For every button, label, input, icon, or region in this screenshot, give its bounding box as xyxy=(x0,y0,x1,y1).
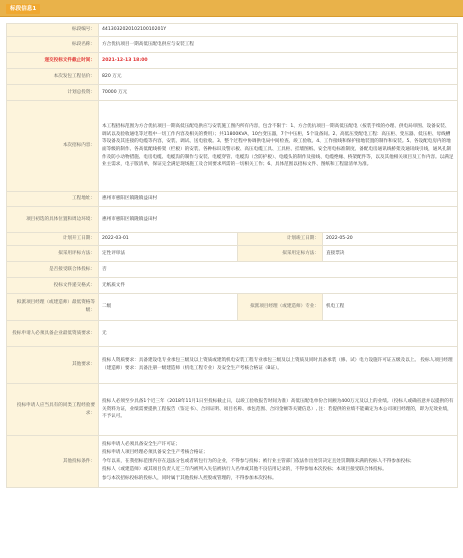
tender-joint-label: 是否接受联合体投标： xyxy=(7,262,99,278)
row-price-limit xyxy=(7,69,458,85)
deadline-label: 递交投标文件截止时间： xyxy=(7,53,99,69)
scope-label: 本次招标内容： xyxy=(7,101,99,192)
section-info-table xyxy=(6,23,458,488)
performance-label: 投标申请人应当具有的同类工程经验要求： xyxy=(7,384,99,436)
section-no-value: 441303202010210010201Y xyxy=(99,24,458,37)
manager-grade-value: 二级 xyxy=(99,294,238,321)
row-location xyxy=(7,192,458,207)
row-total-investment xyxy=(7,85,458,101)
plan-start-value: 2022-03-01 xyxy=(99,233,238,246)
row-other-conditions xyxy=(7,436,458,488)
total-investment-value: 70000 万元 xyxy=(99,85,458,101)
other-conditions-label: 其他投标条件： xyxy=(7,436,99,488)
credit-requirement-label: 投标申请人必须具备企业最低资质要求： xyxy=(7,321,99,347)
row-section-name xyxy=(7,37,458,53)
manager-grade-label: 拟派项目经理（或建造师）最低资格等级： xyxy=(7,294,99,321)
section-name-label: 标段名称： xyxy=(7,37,99,53)
row-tender-joint xyxy=(7,262,458,278)
row-approval-department xyxy=(7,207,458,233)
deadline-value: 2021-12-13 18:00 xyxy=(99,53,458,69)
location-value: 惠州市惠阳区镇隆镇益田村 xyxy=(99,192,458,207)
scope-value: 本工程招标范围为方合优抗项目一期高低压配电供应与安装施工图内所有内容，包含不限于：1、方合优抗项目一期高低压配电（按装手续的办理、供电局审图、设备安装、调试以及验收通电等过程中一切工作内容及相关的费用）；共11800KVA，10台变压器，7个中压柜，5个设备间。2、高低压变配电工程：高压柜、变压器、低压柜、母线槽等设备及其连接的电缆等内容，安装、调试、送电验收。3、整个过程中协调供电局中间检查、竣工验收。4、工作接线和保护接地装置的制作和安装。5、各设配电房内的地面等级的制作、各高低配线桥架（栏板）的安装、各种标识及警示板、高压电缆工具、工具柜、挂墙图纸、安全用电标准制度、备配电房通讯线桥架及通讯线引线，通风孔制作及防小动物措施、电房电缆、电缆沟的制作与安装、电缆穿管、电缆沟（含防护板）、电缆头的制作及接线、电缆绝缘、桥架配件等，以及其他相关项目及工作内容。以满足业主需求，电子版清单，保证完全满足现场施工及合同要求所需的一切相关工作；6、具体范围以招标文件、图纸和工程量清单为准。 xyxy=(99,101,458,192)
plan-start-label: 计划开工日期： xyxy=(7,233,99,246)
row-credit-requirement xyxy=(7,321,458,347)
price-limit-value: 820 万元 xyxy=(99,69,458,85)
plan-end-label: 计划竣工日期： xyxy=(238,233,323,246)
section-tab[interactable]: 标段信息1 xyxy=(6,4,40,14)
total-investment-label: 计划总投资： xyxy=(7,85,99,101)
row-plan-dates xyxy=(7,233,458,246)
bid-method-value: 直接票决 xyxy=(323,246,458,262)
plan-end-value: 2022-05-20 xyxy=(323,233,458,246)
section-header-bar xyxy=(0,0,463,17)
other-conditions-value xyxy=(99,436,458,488)
row-manager xyxy=(7,294,458,321)
manager-major-label: 拟派项目经理（或建造师）专业： xyxy=(238,294,323,321)
bid-method-label: 拟采用定标方法： xyxy=(238,246,323,262)
row-scope xyxy=(7,101,458,192)
row-section-no xyxy=(7,24,458,37)
row-methods xyxy=(7,246,458,262)
evaluation-method-label: 拟采用评标方法： xyxy=(7,246,99,262)
condition-line: 参与本次招标投标的投标人，同时属于其他投标人控股或管理的，不得参加本次投标。 xyxy=(102,475,277,481)
row-deadline xyxy=(7,53,458,69)
approval-department-label: 项目初选的具体位置和周边环境： xyxy=(7,207,99,233)
location-label: 工程地址： xyxy=(7,192,99,207)
performance-value: 投标人必须至少具备1个近三年（2018年11月1日至投标截止日，以竣工验收报告时间为准）高低压配电单份合同额为400万元及以上的业绩。（投标人或确省意并以提供的有关资料为证，业绩需要提供工程报告（鉴定书）、合同证明、项目名称、承包范围、合同金额等关键信息）, 注：若提供的业绩不能确定为本公司项目经理的，即为无效业绩，不予认可。 xyxy=(99,384,458,436)
credit-requirement-value: 无 xyxy=(99,321,458,347)
bid-doc-fee-value: 无纸质文件 xyxy=(99,278,458,294)
section-name-value: 方合优抗项目一期高低压配电供应与安装工程 xyxy=(99,37,458,53)
condition-line: 投标人（或建造师）或其项目负责人近三年内被列入失信被执行人名单或其他不良信用记录的，不得参加本次投标；本项目接受联合体投标。 xyxy=(102,467,387,473)
condition-line: 今年以来，在我招标范围内存在违法分包或者转包行为的企业，不得参与投标；被行业主管部门依法作出处罚决定且处罚期限未满的投标人不得参加投标； xyxy=(102,458,415,464)
manager-major-value: 机电工程 xyxy=(323,294,458,321)
approval-department-value: 惠州市惠阳区镇隆镇益田村 xyxy=(99,207,458,233)
row-bid-doc-fee xyxy=(7,278,458,294)
tender-joint-value: 否 xyxy=(99,262,458,278)
row-other-requirement xyxy=(7,347,458,384)
other-requirement-label: 其他要求： xyxy=(7,347,99,384)
bid-doc-fee-label: 投标文件递交格式： xyxy=(7,278,99,294)
condition-line: 投标申请人项目经理必须具备安全生产考核合格证； xyxy=(102,450,208,456)
price-limit-label: 本次发包工程估价： xyxy=(7,69,99,85)
evaluation-method-value: 定性评审法 xyxy=(99,246,238,262)
other-requirement-value: 投标人资质要求：具备建设电专业承包三级及以上资质或建筑机电安装工程专业承包三级及以上资质及同时具备承装（修、试）电力设施许可证五级及以上。 投标人项目经理（建造师）要求：具备注册一级建造师（机电工程专业）及安全生产考核合格证（B证）。 xyxy=(99,347,458,384)
condition-line: 投标申请人必须具备安全生产许可证； xyxy=(102,441,181,447)
row-performance xyxy=(7,384,458,436)
section-no-label: 标段编号： xyxy=(7,24,99,37)
